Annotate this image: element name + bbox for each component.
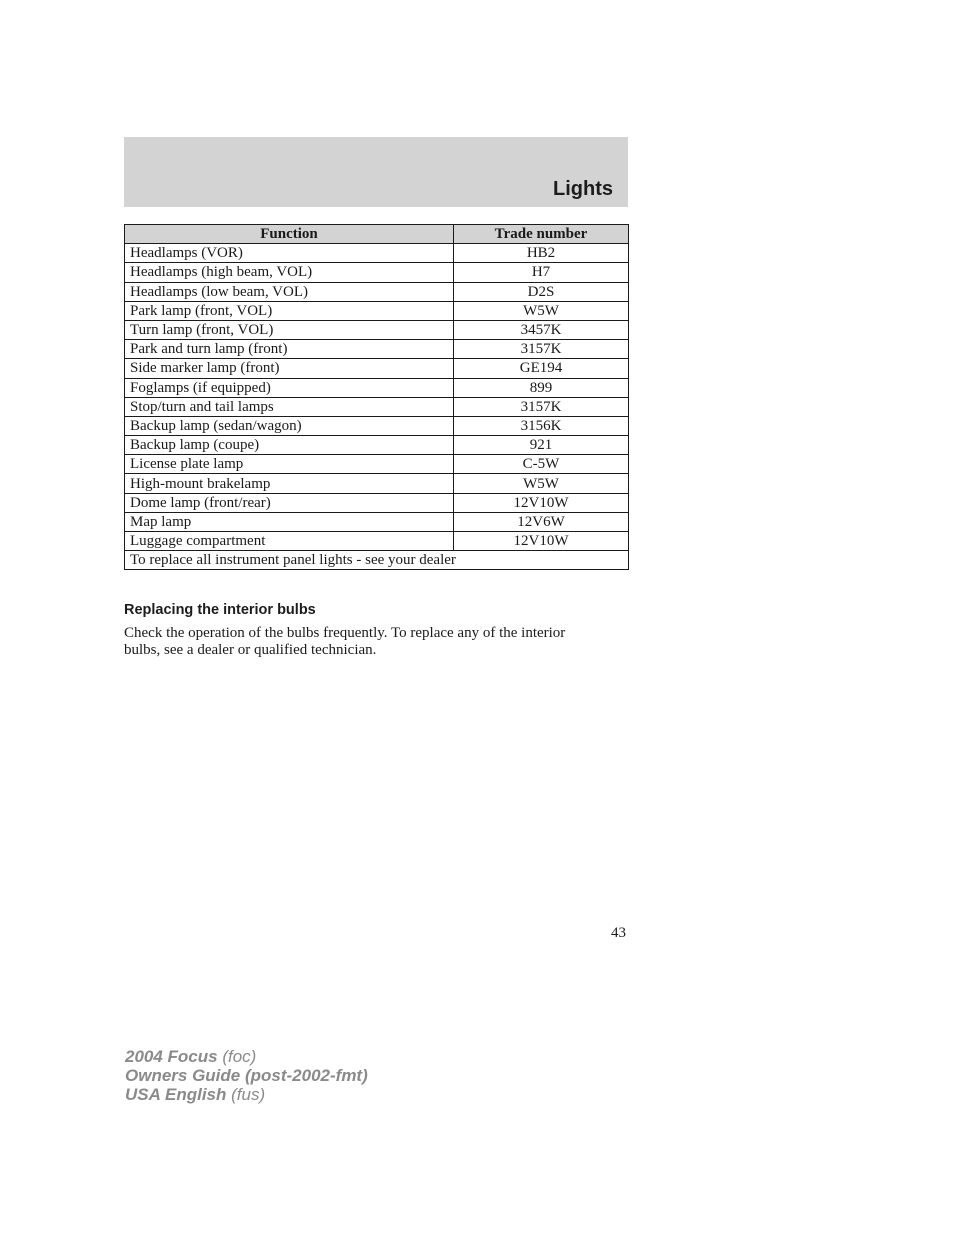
function-cell: Headlamps (VOR) (125, 244, 454, 263)
trade-number-cell: 921 (454, 436, 629, 455)
table-row (125, 474, 629, 493)
trade-number-cell: GE194 (454, 359, 629, 378)
footer-guide: Owners Guide (post-2002-fmt) (125, 1066, 368, 1085)
trade-number-cell: W5W (454, 301, 629, 320)
table-row (125, 263, 629, 282)
trade-number-cell: 12V6W (454, 512, 629, 531)
footer-model-code: (foc) (222, 1047, 257, 1066)
function-cell: Luggage compartment (125, 532, 454, 551)
column-header-trade-number: Trade number (454, 225, 629, 244)
function-cell: Backup lamp (coupe) (125, 436, 454, 455)
function-cell: Stop/turn and tail lamps (125, 397, 454, 416)
table-row (125, 340, 629, 359)
trade-number-cell: HB2 (454, 244, 629, 263)
table-header-row (125, 225, 629, 244)
function-cell: Turn lamp (front, VOL) (125, 320, 454, 339)
trade-number-cell: 12V10W (454, 493, 629, 512)
function-cell: Headlamps (low beam, VOL) (125, 282, 454, 301)
table-row (125, 320, 629, 339)
function-cell: Park and turn lamp (front) (125, 340, 454, 359)
column-header-function: Function (125, 225, 454, 244)
table-row (125, 436, 629, 455)
section-body-text: Check the operation of the bulbs frequently. To replace any of the interior bulbs, see a dealer or qualified technician. (124, 625, 566, 658)
table-row (125, 493, 629, 512)
function-cell: High-mount brakelamp (125, 474, 454, 493)
table-row (125, 282, 629, 301)
table-note-row (125, 551, 629, 570)
function-cell: Map lamp (125, 512, 454, 531)
footer-line-2 (125, 1066, 368, 1085)
table-note: To replace all instrument panel lights - see your dealer (125, 551, 629, 570)
table-row (125, 359, 629, 378)
footer-line-1 (125, 1047, 368, 1066)
table-body (125, 244, 629, 551)
trade-number-cell: 12V10W (454, 532, 629, 551)
function-cell: Side marker lamp (front) (125, 359, 454, 378)
table-row (125, 244, 629, 263)
function-cell: Backup lamp (sedan/wagon) (125, 416, 454, 435)
trade-number-cell: 899 (454, 378, 629, 397)
function-cell: Dome lamp (front/rear) (125, 493, 454, 512)
section-header-band (124, 137, 628, 207)
table-row (125, 512, 629, 531)
table-row (125, 301, 629, 320)
table-row (125, 378, 629, 397)
footer-line-3 (125, 1085, 368, 1104)
page-title: Lights (553, 178, 613, 200)
table-row (125, 416, 629, 435)
table-row (125, 532, 629, 551)
section-heading: Replacing the interior bulbs (124, 602, 316, 618)
footer-language: USA English (125, 1085, 227, 1104)
bulb-table (124, 224, 629, 570)
function-cell: Foglamps (if equipped) (125, 378, 454, 397)
trade-number-cell: H7 (454, 263, 629, 282)
footer-language-code: (fus) (231, 1085, 266, 1104)
trade-number-cell: 3156K (454, 416, 629, 435)
footer-model: 2004 Focus (125, 1047, 218, 1066)
trade-number-cell: W5W (454, 474, 629, 493)
trade-number-cell: 3457K (454, 320, 629, 339)
function-cell: Park lamp (front, VOL) (125, 301, 454, 320)
table-row (125, 455, 629, 474)
trade-number-cell: 3157K (454, 340, 629, 359)
trade-number-cell: 3157K (454, 397, 629, 416)
table-row (125, 397, 629, 416)
document-footer (125, 1047, 368, 1104)
function-cell: License plate lamp (125, 455, 454, 474)
trade-number-cell: D2S (454, 282, 629, 301)
function-cell: Headlamps (high beam, VOL) (125, 263, 454, 282)
page-number: 43 (611, 925, 626, 941)
trade-number-cell: C-5W (454, 455, 629, 474)
